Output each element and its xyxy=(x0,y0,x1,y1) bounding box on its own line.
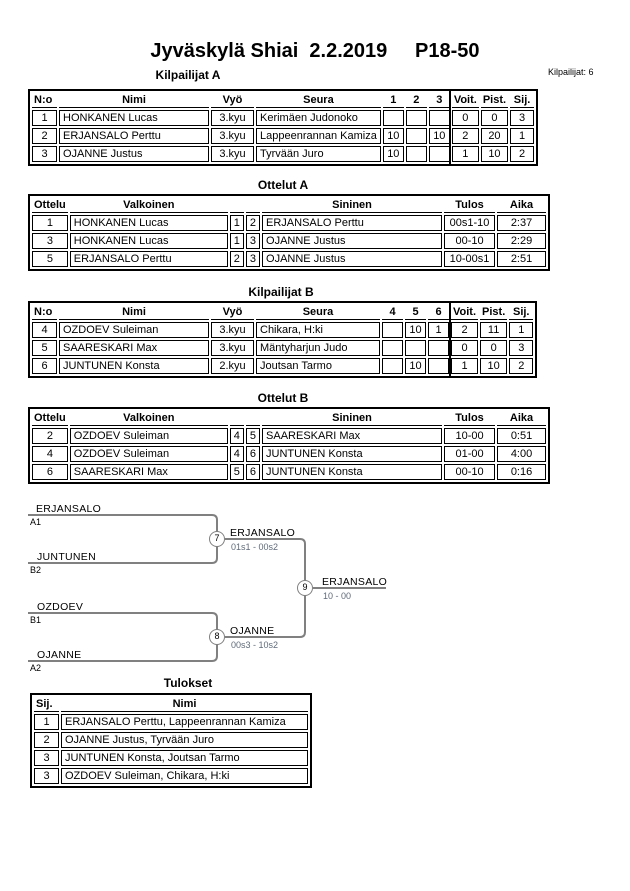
column-header: Nimi xyxy=(59,93,209,108)
table-row xyxy=(32,446,546,462)
cell: 1 xyxy=(452,146,479,162)
cell: 5 xyxy=(230,464,244,480)
table-row xyxy=(32,110,534,126)
column-header xyxy=(246,411,260,426)
page-title: Jyväskylä Shiai 2.2.2019 P18-50 xyxy=(150,40,480,62)
table-row xyxy=(32,215,546,231)
score-group-divider xyxy=(449,301,451,378)
section-label-ottelut-a: Ottelut A xyxy=(257,178,309,192)
cell: 10 xyxy=(383,146,404,162)
cell: 2:37 xyxy=(497,215,546,231)
cell: 00-10 xyxy=(444,233,495,249)
cell: 2 xyxy=(510,146,534,162)
cell: 3 xyxy=(246,251,260,267)
column-header: Sininen xyxy=(262,198,442,213)
match-number-badge: 9 xyxy=(297,580,313,596)
bracket-winner-name: ERJANSALO xyxy=(322,576,388,588)
cell: 4 xyxy=(32,322,57,338)
column-header: 5 xyxy=(405,305,426,320)
cell: 1 xyxy=(451,358,478,374)
cell: 3 xyxy=(246,233,260,249)
table-row xyxy=(32,428,546,444)
column-header: Vyö xyxy=(211,305,254,320)
cell: 3 xyxy=(34,750,59,766)
column-header xyxy=(230,411,244,426)
cell: 0 xyxy=(481,110,508,126)
column-header: Sij. xyxy=(34,697,59,712)
column-header: Vyö xyxy=(211,93,254,108)
bracket-seed-label: B2 xyxy=(30,565,42,575)
table-row xyxy=(34,750,308,766)
cell xyxy=(382,322,403,338)
cell: 1 xyxy=(230,215,244,231)
ottelut-b-table xyxy=(28,407,550,484)
cell: 10 xyxy=(429,128,450,144)
cell: 4 xyxy=(230,446,244,462)
cell: 1 xyxy=(32,110,57,126)
bracket-seed-label: A2 xyxy=(30,663,42,673)
cell: 01-00 xyxy=(444,446,495,462)
table-row xyxy=(34,732,308,748)
cell: 0:16 xyxy=(497,464,546,480)
column-header: Sij. xyxy=(510,93,534,108)
cell: 5 xyxy=(32,251,68,267)
cell: 2:51 xyxy=(497,251,546,267)
cell: 10-00s1 xyxy=(444,251,495,267)
section-label-kilpailijat-b: Kilpailijat B xyxy=(248,285,314,299)
column-header: Aika xyxy=(497,198,546,213)
section-label-ottelut-b: Ottelut B xyxy=(257,391,309,405)
cell: 10 xyxy=(481,146,508,162)
match-number-badge: 7 xyxy=(209,531,225,547)
column-header: Sininen xyxy=(262,411,442,426)
column-header: 6 xyxy=(428,305,449,320)
table-row xyxy=(34,768,308,784)
cell: 3.kyu xyxy=(211,340,254,356)
table-row xyxy=(32,322,533,338)
cell: 0:51 xyxy=(497,428,546,444)
table-row xyxy=(34,714,308,730)
cell: OZDOEV Suleiman xyxy=(70,446,228,462)
column-header: 2 xyxy=(406,93,427,108)
bracket-seed-label: A1 xyxy=(30,517,42,527)
cell: 1 xyxy=(32,215,68,231)
cell: OZDOEV Suleiman, Chikara, H:ki xyxy=(61,768,308,784)
cell: Tyrvään Juro xyxy=(256,146,381,162)
cell: OJANNE Justus xyxy=(262,233,442,249)
column-header: Voit. xyxy=(453,94,477,106)
cell: OJANNE Justus xyxy=(262,251,442,267)
kilpailijat-b-table xyxy=(28,301,537,378)
table-row xyxy=(32,233,546,249)
column-header: Nimi xyxy=(59,305,209,320)
cell: ERJANSALO Perttu xyxy=(59,128,209,144)
tulokset-table xyxy=(30,693,312,788)
cell: SAARESKARI Max xyxy=(70,464,228,480)
cell: 3 xyxy=(32,146,57,162)
score-group-divider xyxy=(449,89,451,166)
cell: 2.kyu xyxy=(211,358,254,374)
cell xyxy=(382,340,403,356)
column-header: Seura xyxy=(256,305,380,320)
bracket-player-name: OJANNE xyxy=(37,649,82,661)
cell: OJANNE Justus xyxy=(59,146,209,162)
column-header xyxy=(230,198,244,213)
cell: 0 xyxy=(480,340,507,356)
cell: 6 xyxy=(32,358,57,374)
cell: SAARESKARI Max xyxy=(59,340,209,356)
cell: Joutsan Tarmo xyxy=(256,358,380,374)
table-row xyxy=(32,358,533,374)
column-header: 4 xyxy=(382,305,403,320)
cell xyxy=(406,146,427,162)
cell xyxy=(406,110,427,126)
column-header: Aika xyxy=(497,411,546,426)
cell: 0 xyxy=(451,340,478,356)
cell: 3.kyu xyxy=(211,146,254,162)
table-row xyxy=(32,251,546,267)
cell: 2 xyxy=(246,215,260,231)
cell: Mäntyharjun Judo xyxy=(256,340,380,356)
cell xyxy=(429,110,450,126)
bracket-match-score: 10 - 00 xyxy=(323,591,352,601)
column-header: Pist. xyxy=(482,306,506,318)
cell: 1 xyxy=(509,322,533,338)
bracket-winner-name: OJANNE xyxy=(230,625,275,637)
cell: 2 xyxy=(509,358,533,374)
column-header: Valkoinen xyxy=(70,198,228,213)
cell: 1 xyxy=(510,128,534,144)
column-header: Sij. xyxy=(509,305,533,320)
column-header: Tulos xyxy=(444,411,495,426)
column-header: N:o xyxy=(32,305,57,320)
column-header: Valkoinen xyxy=(70,411,228,426)
column-header: Voit. xyxy=(453,306,477,318)
cell: 3.kyu xyxy=(211,110,254,126)
kilpailijat-a-table xyxy=(28,89,538,166)
cell: 1 xyxy=(230,233,244,249)
cell: HONKANEN Lucas xyxy=(70,215,228,231)
cell: 3 xyxy=(509,340,533,356)
match-number-badge: 8 xyxy=(209,629,225,645)
cell: Kerimäen Judonoko xyxy=(256,110,381,126)
cell: 20 xyxy=(481,128,508,144)
cell xyxy=(382,358,403,374)
cell: OZDOEV Suleiman xyxy=(59,322,209,338)
ottelut-a-table xyxy=(28,194,550,271)
column-header xyxy=(246,198,260,213)
cell: 5 xyxy=(32,340,57,356)
section-label-kilpailijat-a: Kilpailijat A xyxy=(155,68,221,82)
cell: HONKANEN Lucas xyxy=(70,233,228,249)
cell xyxy=(429,146,450,162)
section-label-tulokset: Tulokset xyxy=(163,676,213,690)
cell: 6 xyxy=(32,464,68,480)
cell: 3 xyxy=(34,768,59,784)
column-header: Seura xyxy=(256,93,381,108)
cell: 1 xyxy=(428,322,449,338)
cell xyxy=(428,340,449,356)
cell: 10 xyxy=(480,358,507,374)
cell: 2 xyxy=(230,251,244,267)
cell: 5 xyxy=(246,428,260,444)
cell: 10 xyxy=(405,322,426,338)
cell: 00s1-10 xyxy=(444,215,495,231)
column-header: Tulos xyxy=(444,198,495,213)
cell xyxy=(383,110,404,126)
cell: 4 xyxy=(230,428,244,444)
column-header: Pist. xyxy=(482,94,507,106)
bracket-player-name: JUNTUNEN xyxy=(37,551,96,563)
cell: OZDOEV Suleiman xyxy=(70,428,228,444)
cell: 6 xyxy=(246,446,260,462)
bracket-match-score: 01s1 - 00s2 xyxy=(231,542,279,552)
cell: 2:29 xyxy=(497,233,546,249)
cell xyxy=(428,358,449,374)
table-row xyxy=(32,340,533,356)
table-row xyxy=(32,464,546,480)
column-header: 3 xyxy=(429,93,450,108)
cell: 10 xyxy=(383,128,404,144)
cell: 6 xyxy=(246,464,260,480)
column-header: N:o xyxy=(32,93,57,108)
column-header: Ottelu xyxy=(34,199,66,211)
cell: 10 xyxy=(405,358,426,374)
cell: 11 xyxy=(480,322,507,338)
cell: 1 xyxy=(34,714,59,730)
cell: 4:00 xyxy=(497,446,546,462)
table-row xyxy=(32,146,534,162)
column-header: Ottelu xyxy=(34,412,66,424)
cell: 00-10 xyxy=(444,464,495,480)
cell: JUNTUNEN Konsta xyxy=(262,446,442,462)
cell: JUNTUNEN Konsta, Joutsan Tarmo xyxy=(61,750,308,766)
column-header: 1 xyxy=(383,93,404,108)
cell: ERJANSALO Perttu xyxy=(70,251,228,267)
cell: 10-00 xyxy=(444,428,495,444)
cell: JUNTUNEN Konsta xyxy=(262,464,442,480)
bracket-player-name: ERJANSALO xyxy=(36,503,102,515)
cell: HONKANEN Lucas xyxy=(59,110,209,126)
cell: 2 xyxy=(34,732,59,748)
cell: SAARESKARI Max xyxy=(262,428,442,444)
cell: 4 xyxy=(32,446,68,462)
cell: Chikara, H:ki xyxy=(256,322,380,338)
bracket-winner-name: ERJANSALO xyxy=(230,527,296,539)
cell: JUNTUNEN Konsta xyxy=(59,358,209,374)
column-header: Nimi xyxy=(61,697,308,712)
bracket-seed-label: B1 xyxy=(30,615,42,625)
cell: 3.kyu xyxy=(211,322,254,338)
cell: 3.kyu xyxy=(211,128,254,144)
cell: Lappeenrannan Kamiza xyxy=(256,128,381,144)
cell: ERJANSALO Perttu xyxy=(262,215,442,231)
cell xyxy=(406,128,427,144)
bracket-player-name: OZDOEV xyxy=(37,601,84,613)
competitors-count: Kilpailijat: 6 xyxy=(548,67,594,77)
cell: 2 xyxy=(32,128,57,144)
cell: OJANNE Justus, Tyrvään Juro xyxy=(61,732,308,748)
bracket-match-score: 00s3 - 10s2 xyxy=(231,640,279,650)
table-row xyxy=(32,128,534,144)
cell: 3 xyxy=(510,110,534,126)
cell: 2 xyxy=(32,428,68,444)
cell: 0 xyxy=(452,110,479,126)
cell: 3 xyxy=(32,233,68,249)
cell: 2 xyxy=(451,322,478,338)
cell: ERJANSALO Perttu, Lappeenrannan Kamiza xyxy=(61,714,308,730)
cell xyxy=(405,340,426,356)
cell: 2 xyxy=(452,128,479,144)
